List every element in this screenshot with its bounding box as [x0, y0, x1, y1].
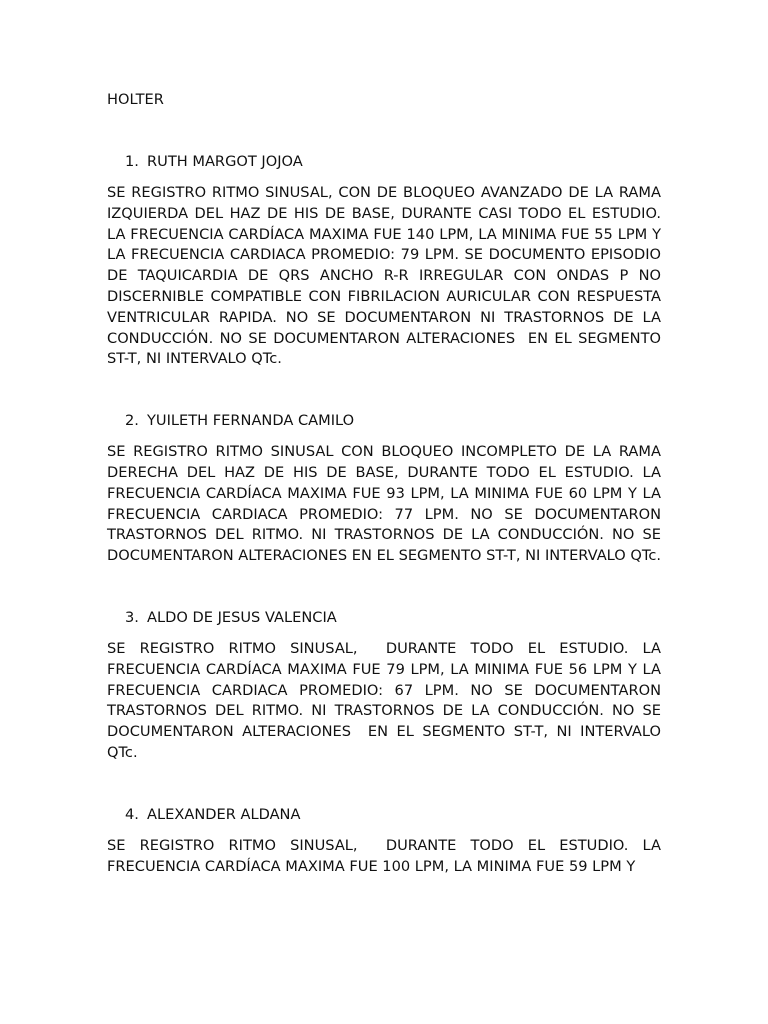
section-number: 1.: [125, 153, 139, 170]
patient-name: RUTH MARGOT JOJOA: [147, 153, 303, 170]
section-heading-2: [107, 411, 661, 431]
section-paragraph-4: SE REGISTRO RITMO SINUSAL, DURANTE TODO EL ESTUDIO. LA FRECUENCIA CARDÍACA MAXIMA FUE 100 LPM, LA MINIMA FUE 59 LPM Y: [107, 836, 666, 875]
document-title: HOLTER: [107, 91, 164, 108]
section-paragraph-1: SE REGISTRO RITMO SINUSAL, CON DE BLOQUEO AVANZADO DE LA RAMA IZQUIERDA DEL HAZ DE HIS DE BASE, DURANTE CASI TODO EL ESTUDIO. LA FRECUENCIA CARDÍACA MAXIMA FUE 140 LPM, LA MINIMA FUE 55 LPM Y LA FRECUENCIA CARDIACA PROMEDIO: 79 LPM. SE DOCUMENTO EPISODIO DE TAQUICARDIA DE QRS ANCHO R-R IRREGULAR CON ONDAS P NO DISCERNIBLE COMPATIBLE CON FIBRILACION AURICULAR CON RESPUESTA VENTRICULAR RAPIDA. NO SE DOCUMENTARON NI TRASTORNOS DE LA CONDUCCIÓN. NO SE DOCUMENTARON ALTERACIONES EN EL SEGMENTO ST-T, NI INTERVALO QTc.: [107, 184, 666, 368]
section-heading-3: [107, 608, 661, 628]
section-number: 3.: [125, 608, 139, 626]
section-number: 4.: [125, 805, 139, 823]
patient-name: ALEXANDER ALDANA: [147, 805, 301, 823]
section-paragraph-3: SE REGISTRO RITMO SINUSAL, DURANTE TODO EL ESTUDIO. LA FRECUENCIA CARDÍACA MAXIMA FUE 79 LPM, LA MINIMA FUE 56 LPM Y LA FRECUENCIA CARDIACA PROMEDIO: 67 LPM. NO SE DOCUMENTARON TRASTORNOS DEL RITMO. NI TRASTORNOS DE LA CONDUCCIÓN. NO SE DOCUMENTARON ALTERACIONES EN EL SEGMENTO ST-T, NI INTERVALO QTc.: [107, 639, 666, 761]
section-heading-4: [107, 805, 661, 825]
document-page: [107, 90, 666, 877]
section-paragraph-2: SE REGISTRO RITMO SINUSAL CON BLOQUEO INCOMPLETO DE LA RAMA DERECHA DEL HAZ DE HIS DE BASE, DURANTE TODO EL ESTUDIO. LA FRECUENCIA CARDÍACA MAXIMA FUE 93 LPM, LA MINIMA FUE 60 LPM Y LA FRECUENCIA CARDIACA PROMEDIO: 77 LPM. NO SE DOCUMENTARON TRASTORNOS DEL RITMO. NI TRASTORNOS DE LA CONDUCCIÓN. NO SE DOCUMENTARON ALTERACIONES EN EL SEGMENTO ST-T, NI INTERVALO QTc.: [107, 443, 666, 565]
patient-name: ALDO DE JESUS VALENCIA: [147, 608, 337, 626]
section-number: 2.: [125, 412, 139, 430]
section-heading-1: [107, 152, 661, 172]
patient-name: YUILETH FERNANDA CAMILO: [147, 412, 355, 430]
